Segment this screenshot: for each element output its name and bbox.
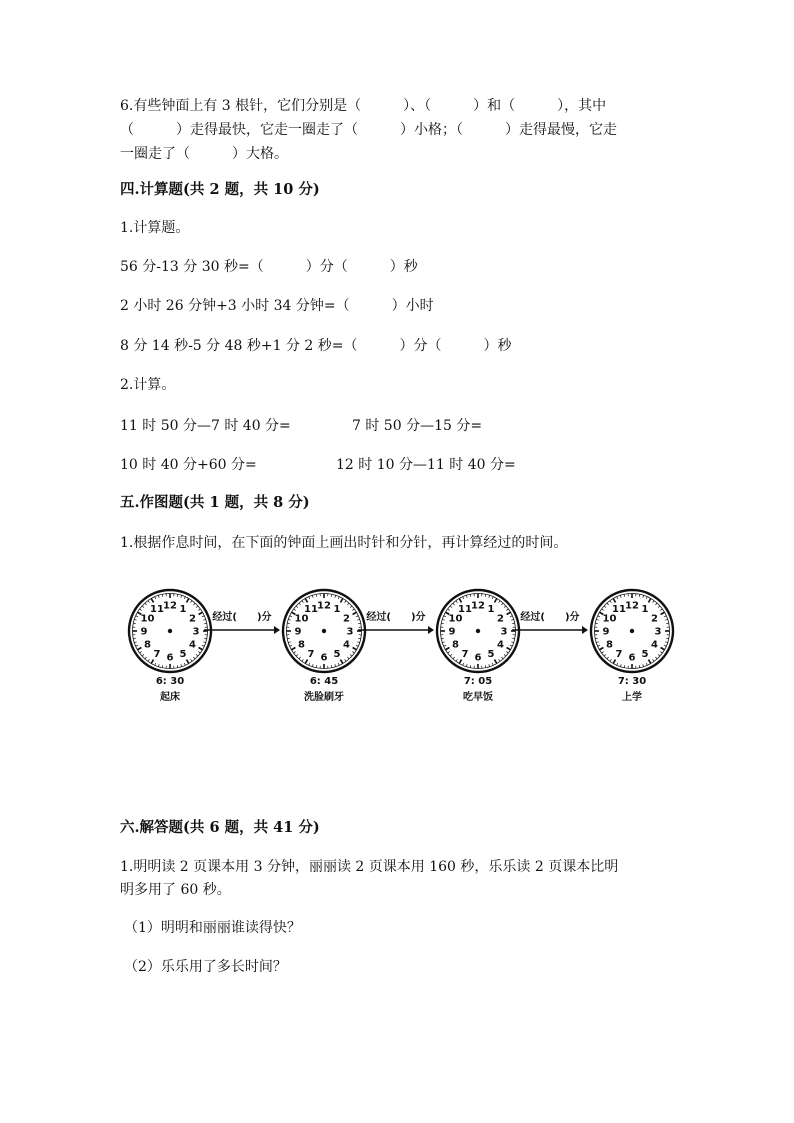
clock-number: 9: [602, 626, 610, 638]
s6-q1-line-2: 明多用了 60 秒。: [120, 882, 231, 898]
clock-face-icon: [435, 588, 521, 674]
clock-number: 2: [343, 613, 351, 625]
arrow-label: 经过( )分: [366, 612, 426, 623]
clock-number: 4: [497, 639, 505, 651]
q6-line-3: 一圈走了（ ）大格。: [120, 146, 288, 162]
clock-number: 12: [625, 600, 639, 612]
s4-q2-row2-b: 12 时 10 分—11 时 40 分=: [336, 457, 516, 473]
clock-number: 11: [458, 603, 472, 615]
clock-number: 8: [605, 639, 613, 651]
clock-number: 2: [497, 613, 505, 625]
clock-number: 3: [654, 626, 662, 638]
clock-number: 5: [179, 649, 187, 661]
s4-q1-line-2: 2 小时 26 分钟+3 小时 34 分钟=（ ）小时: [120, 298, 434, 314]
clock-3: [428, 588, 528, 704]
clock-number: 3: [500, 626, 508, 638]
clock-number: 11: [304, 603, 318, 615]
clock-number: 6: [166, 652, 174, 664]
clock-number: 10: [602, 613, 617, 625]
clock-2: [274, 588, 374, 704]
clock-face-icon: [281, 588, 367, 674]
clock-number: 12: [471, 600, 485, 612]
section-4-heading: 四.计算题(共 2 题，共 10 分): [120, 181, 320, 198]
clock-number: 9: [294, 626, 302, 638]
clock-activity: 起床: [160, 692, 180, 703]
s4-q2-row1-b: 7 时 50 分—15 分=: [352, 418, 483, 434]
clock-activity: 洗脸刷牙: [304, 692, 344, 703]
clock-number: 5: [487, 649, 495, 661]
clock-number: 4: [651, 639, 659, 651]
s6-q1-sub-1: （1）明明和丽丽谁读得快？: [124, 920, 301, 936]
clock-number: 9: [448, 626, 456, 638]
clock-number: 1: [487, 603, 495, 615]
s6-q1-line-1: 1.明明读 2 页课本用 3 分钟，丽丽读 2 页课本用 160 秒，乐乐读 2 页课本比明: [120, 859, 619, 875]
clock-time: 6: 45: [309, 676, 339, 687]
clock-activity: 上学: [622, 692, 642, 703]
s4-q1-line-3: 8 分 14 秒-5 分 48 秒+1 分 2 秒=（ ）分（ ）秒: [120, 338, 512, 354]
clock-number: 11: [612, 603, 626, 615]
clock-number: 12: [317, 600, 331, 612]
clock-time: 6: 30: [155, 676, 185, 687]
arrow-1: [204, 608, 280, 634]
section-5-heading: 五.作图题(共 1 题，共 8 分): [120, 494, 310, 511]
s4-q1-line-1: 56 分-13 分 30 秒=（ ）分（ ）秒: [120, 259, 418, 275]
s4-q1-title: 1.计算题。: [120, 220, 190, 236]
section-6-heading: 六.解答题(共 6 题，共 41 分): [120, 819, 320, 836]
clock-time: 7: 05: [463, 676, 493, 687]
clock-number: 7: [307, 649, 315, 661]
clock-number: 10: [448, 613, 463, 625]
clock-activity: 吃早饭: [463, 692, 493, 703]
clock-4: [582, 588, 682, 704]
arrow-label: 经过( )分: [520, 612, 580, 623]
arrow-2: [358, 608, 434, 634]
clock-number: 11: [150, 603, 164, 615]
s4-q2-title: 2.计算。: [120, 377, 176, 393]
arrow-3: [512, 608, 588, 634]
clock-number: 2: [651, 613, 659, 625]
clock-number: 6: [628, 652, 636, 664]
clock-number: 8: [297, 639, 305, 651]
clock-number: 5: [333, 649, 341, 661]
arrow-right-icon: [512, 626, 588, 634]
clock-number: 6: [320, 652, 328, 664]
clock-number: 8: [143, 639, 151, 651]
clock-number: 10: [294, 613, 309, 625]
clock-number: 1: [641, 603, 649, 615]
clock-number: 4: [189, 639, 197, 651]
s6-q1-sub-2: （2）乐乐用了多长时间？: [124, 959, 287, 975]
arrow-label: 经过( )分: [212, 612, 272, 623]
clock-number: 1: [333, 603, 341, 615]
clock-number: 8: [451, 639, 459, 651]
clock-number: 5: [641, 649, 649, 661]
clock-face-icon: [127, 588, 213, 674]
arrow-right-icon: [204, 626, 280, 634]
s4-q2-row1-a: 11 时 50 分—7 时 40 分=: [120, 418, 291, 434]
clock-number: 7: [615, 649, 623, 661]
clock-number: 3: [346, 626, 354, 638]
clock-1: [120, 588, 220, 704]
clock-time: 7: 30: [617, 676, 647, 687]
s5-q1-text: 1.根据作息时间，在下面的钟面上画出时针和分针，再计算经过的时间。: [120, 535, 568, 551]
arrow-right-icon: [358, 626, 434, 634]
clock-face-icon: [589, 588, 675, 674]
q6-line-2: （ ）走得最快，它走一圈走了（ ）小格；（ ）走得最慢，它走: [120, 122, 617, 138]
q6-line-1: 6.有些钟面上有 3 根针，它们分别是（ ）、（ ）和（ ），其中: [120, 98, 607, 114]
s4-q2-row2-a: 10 时 40 分+60 分=: [120, 457, 257, 473]
clock-number: 6: [474, 652, 482, 664]
clock-number: 9: [140, 626, 148, 638]
clock-number: 12: [163, 600, 177, 612]
clock-number: 4: [343, 639, 351, 651]
clock-number: 7: [461, 649, 469, 661]
clock-number: 1: [179, 603, 187, 615]
clock-diagram: [120, 588, 680, 713]
clock-number: 3: [192, 626, 200, 638]
clock-number: 10: [140, 613, 155, 625]
clock-number: 2: [189, 613, 197, 625]
clock-number: 7: [153, 649, 161, 661]
